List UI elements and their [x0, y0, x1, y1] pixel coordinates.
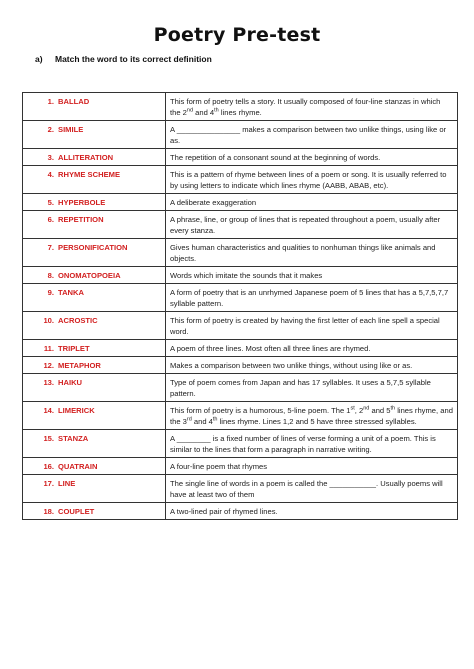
term-cell — [23, 340, 166, 357]
term-cell — [23, 121, 166, 149]
term-cell — [23, 402, 166, 430]
table-row — [23, 93, 458, 121]
term-cell — [23, 503, 166, 520]
item-number: 8. — [47, 271, 54, 280]
definition-cell: The repetition of a consonant sound at the beginning of words. — [166, 149, 458, 166]
matching-table — [22, 92, 458, 520]
definition-cell: Gives human characteristics and qualities to nonhuman things like animals and objects. — [166, 239, 458, 267]
definition-cell: A poem of three lines. Most often all three lines are rhymed. — [166, 340, 458, 357]
item-number: 15. — [43, 434, 54, 443]
definition-cell: Makes a comparison between two unlike things, without using like or as. — [166, 357, 458, 374]
table-row — [23, 284, 458, 312]
term-cell — [23, 267, 166, 284]
table-row — [23, 430, 458, 458]
term-label: ALLITERATION — [58, 153, 114, 162]
definition-cell: A form of poetry that is an unrhymed Japanese poem of 5 lines that has a 5,7,5,7,7 syllable pattern. — [166, 284, 458, 312]
term-cell — [23, 284, 166, 312]
term-label: RHYME SCHEME — [58, 170, 121, 179]
item-number: 16. — [43, 462, 54, 471]
term-cell — [23, 194, 166, 211]
item-number: 14. — [43, 406, 54, 415]
item-number: 3. — [47, 153, 54, 162]
table-row — [23, 267, 458, 284]
definition-cell: The single line of words in a poem is called the ___________. Usually poems will have at least two of them — [166, 475, 458, 503]
term-cell — [23, 93, 166, 121]
definition-cell: Words which imitate the sounds that it makes — [166, 267, 458, 284]
definition-cell: This form of poetry is a humorous, 5-line poem. The 1st, 2nd and 5th lines rhyme, and the 3rd and 4th lines rhyme. Lines 1,2 and 5 have three stressed syllables. — [166, 402, 458, 430]
table-row — [23, 402, 458, 430]
term-label: LINE — [58, 479, 76, 488]
item-number: 5. — [47, 198, 54, 207]
term-cell — [23, 374, 166, 402]
term-cell — [23, 149, 166, 166]
definition-cell: A ________ is a fixed number of lines of verse forming a unit of a poem. This is similar to the lines that form a paragraph in narrative writing. — [166, 430, 458, 458]
table-row — [23, 312, 458, 340]
item-number: 7. — [47, 243, 54, 252]
instruction-text: Match the word to its correct definition — [55, 54, 212, 64]
table-row — [23, 357, 458, 374]
item-number: 11. — [43, 344, 54, 353]
definition-cell: A deliberate exaggeration — [166, 194, 458, 211]
table-row — [23, 239, 458, 267]
definition-cell: A two-lined pair of rhymed lines. — [166, 503, 458, 520]
term-label: PERSONIFICATION — [58, 243, 128, 252]
table-row — [23, 458, 458, 475]
term-cell — [23, 475, 166, 503]
page-title: Poetry Pre-test — [153, 24, 321, 46]
term-label: COUPLET — [58, 507, 95, 516]
term-label: ONOMATOPOEIA — [58, 271, 121, 280]
table-row — [23, 211, 458, 239]
table-row — [23, 340, 458, 357]
table-row — [23, 475, 458, 503]
term-cell — [23, 357, 166, 374]
term-cell — [23, 430, 166, 458]
definition-cell: This form of poetry is created by having the first letter of each line spell a special word. — [166, 312, 458, 340]
term-label: HYPERBOLE — [58, 198, 106, 207]
term-label: REPETITION — [58, 215, 104, 224]
item-number: 18. — [43, 507, 54, 516]
definition-cell: Type of poem comes from Japan and has 17 syllables. It uses a 5,7,5 syllable pattern. — [166, 374, 458, 402]
term-label: ACROSTIC — [58, 316, 98, 325]
term-label: TANKA — [58, 288, 85, 297]
definition-cell: This is a pattern of rhyme between lines of a poem or song. It is usually referred to by using letters to indicate which lines rhyme (AABB, ABAB, etc). — [166, 166, 458, 194]
table-row — [23, 503, 458, 520]
term-cell — [23, 239, 166, 267]
table-row — [23, 121, 458, 149]
term-label: QUATRAIN — [58, 462, 98, 471]
term-cell — [23, 312, 166, 340]
item-number: 1. — [47, 97, 54, 106]
item-number: 13. — [43, 378, 54, 387]
table-row — [23, 194, 458, 211]
definition-cell: A phrase, line, or group of lines that is repeated throughout a poem, usually after every stanza. — [166, 211, 458, 239]
term-label: METAPHOR — [58, 361, 101, 370]
term-label: BALLAD — [58, 97, 90, 106]
item-number: 12. — [43, 361, 54, 370]
item-number: 9. — [47, 288, 54, 297]
term-label: LIMERICK — [58, 406, 95, 415]
instruction-label: a) — [35, 54, 43, 64]
definition-cell: A four-line poem that rhymes — [166, 458, 458, 475]
term-label: TRIPLET — [58, 344, 90, 353]
item-number: 2. — [47, 125, 54, 134]
definition-cell: A _______________ makes a comparison between two unlike things, using like or as. — [166, 121, 458, 149]
table-row — [23, 166, 458, 194]
item-number: 4. — [47, 170, 54, 179]
term-label: STANZA — [58, 434, 89, 443]
table-row — [23, 374, 458, 402]
term-label: HAIKU — [58, 378, 83, 387]
term-cell — [23, 458, 166, 475]
definition-cell: This form of poetry tells a story. It usually composed of four-line stanzas in which the 2nd and 4th lines rhyme. — [166, 93, 458, 121]
instruction — [35, 54, 212, 64]
term-cell — [23, 166, 166, 194]
term-cell — [23, 211, 166, 239]
item-number: 10. — [43, 316, 54, 325]
item-number: 17. — [43, 479, 54, 488]
table-row — [23, 149, 458, 166]
item-number: 6. — [47, 215, 54, 224]
term-label: SIMILE — [58, 125, 84, 134]
